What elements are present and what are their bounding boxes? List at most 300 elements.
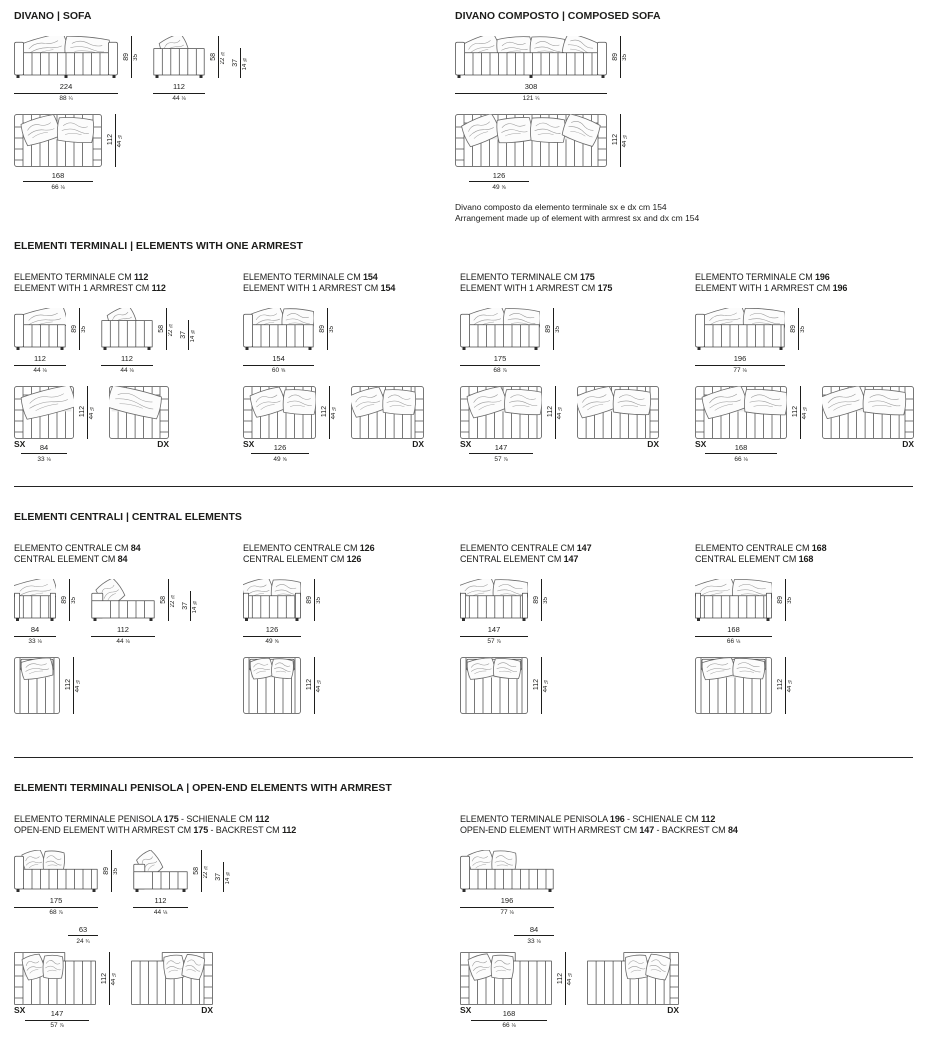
diagram-front [14,308,87,376]
diagram-row [695,308,914,376]
drawing-and-vdims [101,308,196,350]
dim-line [201,850,202,892]
diagram-row [14,657,243,714]
dim-inch-value: 14 ⅝ [192,598,198,614]
diagram-row [460,308,695,376]
dim-horizontal [101,355,153,376]
topC-drawing [14,657,60,714]
spec-column [460,537,695,724]
dim-vertical [533,579,549,621]
dim-cm-value: 112 [121,354,133,363]
dim-inch-value: 35 [133,53,139,61]
dim-line [243,365,314,366]
dim-cm-value: 89 [103,867,110,875]
drawing-and-vdims [14,579,77,621]
dim-cm-value: 126 [492,170,506,180]
heading-line: CENTRAL ELEMENT CM 168 [695,554,814,564]
heading-line: CENTRAL ELEMENT CM 126 [243,554,362,564]
dim-cm-value: 112 [321,406,328,418]
dim-inch-value: 14 ⅝ [225,869,231,885]
dim-line [469,181,529,182]
dim-line [240,48,241,78]
dim-line [73,657,74,714]
vertical-dims [790,308,806,350]
dim-inch-value: 57 ⅞ [50,1022,64,1029]
element-heading [695,543,913,565]
diagram-row [243,657,460,714]
topC-drawing [460,657,528,714]
drawing-and-vdims [577,386,659,449]
dim-cm-value: 37 [182,602,189,610]
dim-horizontal [21,444,67,465]
diagram-topC [695,657,793,714]
dim-cm-value: 126 [273,442,287,452]
top-drawing [460,386,542,439]
vertical-dims [160,579,198,621]
dim-horizontal [705,444,777,465]
dim-inch-value: 44 ⅛ [316,677,322,693]
vertical-dims [306,579,322,621]
dim-inch-value: 66 ⅛ [726,638,741,645]
dim-inch-value: 77 ⅛ [733,367,747,374]
dim-inch-value: 22 ⅞ [168,321,174,337]
front-drawing [460,579,528,621]
dim-cm-value: 89 [319,325,326,333]
vertical-dims [101,952,117,1005]
dim-cm-value: 175 [493,354,507,363]
diagram-front [14,36,139,104]
dim-cm-value: 63 [78,924,88,934]
top-drawing [14,114,102,167]
dim-cm-value: 308 [524,82,538,91]
dim-inch-value: 35 [316,596,322,604]
dim-cm-value: 112 [117,625,129,634]
drawing-and-vdims [14,308,87,350]
diagram-top [14,386,95,465]
vertical-dims [545,308,561,350]
diagram-side [101,308,196,376]
dim-vertical [215,862,231,892]
composto-diagrams [455,36,913,192]
dim-inch-value: 35 [622,53,628,61]
heading-line: ELEMENT WITH 1 ARMREST CM 175 [460,283,613,293]
dim-horizontal [471,1010,547,1031]
front-drawing [695,579,772,621]
dim-horizontal [243,355,314,376]
dim-line [541,579,542,621]
dim-cm-value: 58 [158,325,165,333]
orientation-label-sx: SX [460,1005,472,1015]
dim-horizontal [460,355,540,376]
element-heading [460,272,695,294]
dim-line [251,453,309,454]
drawing-and-vdims [460,308,561,350]
orientation-label-sx: SX [460,438,472,449]
dim-cm-value: 112 [533,679,540,691]
vertical-dims [306,657,322,714]
dim-inch-value: 44 ⅛ [172,95,186,102]
frontP-drawing [14,850,98,892]
element-heading [14,272,243,294]
spec-column [14,266,243,474]
dim-cm-value: 89 [545,325,552,333]
dim-line [14,907,98,908]
dim-vertical [792,386,808,439]
drawing-and-vdims [14,36,139,78]
dim-cm-value: 89 [123,53,130,61]
orientation-label-dx: DX [667,1005,679,1015]
dim-cm-value: 196 [733,354,747,363]
diagram-topL [14,952,117,1031]
dim-inch-value: 44 ⅛ [567,971,573,986]
diagram-front [695,308,806,376]
diagram-top [14,114,123,193]
heading-line: ELEMENTO CENTRALE CM 84 [14,543,141,553]
dim-inch-value: 57 ⅞ [487,638,501,645]
dim-cm-value: 168 [727,625,740,634]
dim-line [460,636,528,637]
dim-line [23,181,93,182]
section-title-composto: DIVANO COMPOSTO | COMPOSED SOFA [455,10,661,22]
dim-inch-value: 44 ⅛ [116,638,130,645]
vertical-dims [612,114,628,167]
drawing-and-vdims [131,952,213,1015]
dim-inch-value: 49 ⅝ [492,183,506,191]
diagram-side [153,36,248,104]
orientation-label-dx: DX [157,438,169,449]
dim-cm-value: 126 [265,625,279,634]
diagram-row [14,579,243,647]
dim-line [695,636,772,637]
dim-inch-value: 44 ⅛ [802,404,808,420]
dim-line [705,453,777,454]
dim-horizontal [460,897,554,918]
heading-line: ELEMENTO CENTRALE CM 168 [695,543,827,553]
dim-line [314,657,315,714]
dim-horizontal [514,926,554,947]
dim-inch-value: 35 [71,596,77,604]
dim-cm-value: 89 [533,596,540,604]
dim-line [620,114,621,167]
heading-line: ELEMENTO TERMINALE CM 196 [695,272,830,282]
diagram-row [243,386,460,465]
drawing-and-vdims [243,657,322,714]
dim-inch-value: 121 ¼ [522,95,540,102]
dim-inch-value: 49 ⅝ [273,455,287,463]
dim-inch-value: 44 ⅛ [543,677,549,693]
drawing-and-vdims [153,36,248,78]
dim-cm-value: 84 [30,625,40,634]
dim-cm-value: 224 [59,82,73,91]
diagram-top [109,386,169,449]
dim-inch-value: 66 ⅛ [51,183,65,191]
caption-line-italian: Divano composto da elemento terminale sx e dx cm 154 [455,202,667,212]
dim-line [87,386,88,439]
dim-vertical [103,850,119,892]
divano-diagrams [14,36,455,192]
dim-inch-value: 77 ⅛ [500,909,514,916]
dim-line [101,365,153,366]
heading-line: OPEN-END ELEMENT WITH ARMREST CM 147 - BACKREST CM 84 [460,825,738,835]
dim-cm-value: 58 [210,53,217,61]
vertical-dims [103,850,119,892]
dim-vertical [319,308,335,350]
dim-vertical [557,952,573,1005]
dim-line [460,365,540,366]
dim-vertical [193,850,209,892]
dim-horizontal [469,172,529,193]
drawing-and-vdims [109,386,169,449]
diagram-topL [460,952,573,1031]
vertical-dims [158,308,196,350]
dim-vertical [547,386,563,439]
dim-cm-value: 112 [107,134,114,146]
diagram-row [460,657,695,714]
dim-inch-value: 57 ⅞ [494,455,508,463]
diagram-top [577,386,659,449]
dim-line [555,386,556,439]
diagram-frontP [14,850,119,918]
orientation-label-dx: DX [201,1005,213,1015]
vertical-dims [547,386,563,439]
dim-line [69,579,70,621]
dim-line [115,114,116,167]
dim-vertical [123,36,139,78]
dim-inch-value: 66 ⅛ [734,455,748,463]
vertical-dims [79,386,95,439]
dim-line [565,952,566,1005]
orientation-label-dx: DX [647,438,659,449]
dim-vertical [306,579,322,621]
diagram-front [460,579,549,647]
drawing-and-vdims [91,579,198,621]
dim-line [166,308,167,350]
topL-drawing [14,952,96,1005]
section-composed-sofa [455,10,913,240]
dim-cm-value: 112 [306,679,313,691]
heading-line: ELEMENT WITH 1 ARMREST CM 154 [243,283,396,293]
frontP-drawing [460,850,554,892]
dim-line [798,308,799,350]
spec-column [14,36,455,192]
drawing-and-vdims [133,850,231,892]
dim-vertical [612,114,628,167]
dim-vertical [180,320,196,350]
dim-inch-value: 14 ⅝ [190,327,196,343]
dim-inch-value: 33 ⅛ [527,937,541,945]
dim-horizontal [14,83,118,104]
dim-vertical [545,308,561,350]
diagram-row [455,36,913,104]
dim-cm-value: 112 [34,354,46,363]
dim-cm-value: 147 [50,1009,64,1018]
top-drawing [351,386,424,439]
dim-inch-value: 22 ⅞ [220,49,226,65]
dim-line [79,308,80,350]
section-terminal-elements [14,240,913,474]
dim-horizontal [133,897,188,918]
diagram-front [243,579,322,647]
dim-cm-value: 89 [306,596,313,604]
element-heading [460,814,913,836]
front-drawing [14,579,56,621]
dim-cm-value: 147 [494,442,508,452]
dim-line [455,93,607,94]
dim-horizontal [68,926,98,947]
vertical-dims [533,579,549,621]
vertical-dims [61,579,77,621]
section-title-divano: DIVANO | SOFA [14,10,92,22]
diagram-row [460,850,913,918]
dim-inch-value: 33 ⅛ [28,638,42,645]
drawing-and-vdims [460,579,549,621]
dim-inch-value: 22 ⅞ [170,592,176,608]
diagram-top [695,386,808,465]
dim-vertical [777,657,793,714]
dim-inch-value: 35 [800,325,806,333]
dim-cm-value: 58 [160,596,167,604]
dim-row [460,926,913,947]
dim-inch-value: 35 [555,325,561,333]
dim-line [327,308,328,350]
vertical-dims [612,36,628,78]
dim-vertical [533,657,549,714]
dim-line [190,591,191,621]
spec-column [460,266,695,474]
dim-cm-value: 196 [500,896,514,905]
topL-drawing [587,952,679,1005]
front-drawing [243,308,314,350]
spec-column [14,808,460,1041]
orientation-label-sx: SX [14,438,26,449]
dim-cm-value: 89 [61,596,68,604]
heading-line: ELEMENTO TERMINALE CM 112 [14,272,149,282]
front-drawing [695,308,785,350]
dim-vertical [232,48,248,78]
section-central-elements [14,511,913,745]
spec-column [695,537,913,724]
dim-line [131,36,132,78]
dim-line [460,907,554,908]
vertical-dims [193,850,231,892]
dim-horizontal [243,626,301,647]
orientation-label-sx: SX [14,1005,26,1015]
heading-line: CENTRAL ELEMENT CM 84 [14,554,128,564]
dim-inch-value: 44 ⅛ [75,677,81,693]
dim-inch-value: 44 ⅛ [787,677,793,693]
diagram-row [14,850,460,918]
vertical-dims [123,36,139,78]
section-open-end-elements [14,782,913,1041]
diagram-frontP [460,850,554,918]
topL-drawing [460,952,552,1005]
diagram-front [455,36,628,104]
dim-inch-value: 35 [787,596,793,604]
dim-cm-value: 112 [557,972,564,985]
diagram-top [243,386,337,465]
dim-line [514,935,554,936]
dim-line [800,386,801,439]
dim-inch-value: 33 ⅛ [37,455,51,463]
dim-inch-value: 44 ⅛ [120,367,134,374]
dim-inch-value: 68 ⅞ [49,909,63,916]
diagram-topC [460,657,549,714]
dim-cm-value: 112 [547,406,554,418]
dim-horizontal [14,626,56,647]
dim-inch-value: 66 ⅛ [502,1022,516,1029]
dim-cm-value: 168 [734,442,748,452]
dim-inch-value: 24 ¾ [76,937,90,945]
element-heading [695,272,914,294]
diagram-front [243,308,335,376]
dim-cm-value: 89 [71,325,78,333]
diagram-row [460,579,695,647]
dim-line [133,907,188,908]
dim-horizontal [25,1010,89,1031]
dim-inch-value: 35 [543,596,549,604]
heading-line: ELEMENT WITH 1 ARMREST CM 112 [14,283,166,293]
side-drawing [101,308,153,350]
dim-line [14,93,118,94]
dim-line [25,1020,89,1021]
dim-cm-value: 112 [101,972,108,985]
dim-horizontal [153,83,205,104]
dim-row [14,926,460,947]
diagram-front [695,579,793,647]
drawing-and-vdims [460,850,554,892]
front-drawing [460,308,540,350]
front-drawing [14,308,66,350]
terminali-diagrams [14,266,913,474]
dim-inch-value: 88 ¼ [59,95,73,102]
dim-horizontal [469,444,533,465]
section-title-penisola: ELEMENTI TERMINALI PENISOLA | OPEN-END ELEMENTS WITH ARMREST [14,782,392,794]
vertical-dims [777,579,793,621]
dim-inch-value: 35 [329,325,335,333]
element-heading [14,814,460,836]
orientation-label-sx: SX [695,438,707,449]
dim-cm-value: 168 [502,1009,516,1018]
dim-cm-value: 84 [39,442,49,452]
vertical-dims [321,386,337,439]
top-drawing [455,114,607,167]
diagram-top [455,114,628,193]
dim-line [188,320,189,350]
dim-vertical [210,36,226,78]
drawing-and-vdims [455,36,628,78]
dim-vertical [160,579,176,621]
drawing-and-vdims [351,386,424,449]
heading-line: ELEMENTO CENTRALE CM 147 [460,543,592,553]
section-divider [14,486,913,487]
diagram-topL [587,952,679,1015]
dim-vertical [158,308,174,350]
diagram-row [14,114,455,193]
dim-horizontal [23,172,93,193]
drawing-and-vdims [14,657,81,714]
dim-line [243,636,301,637]
topC-drawing [243,657,301,714]
dim-line [91,636,155,637]
dim-inch-value: 44 ⅛ [89,404,95,420]
top-drawing [695,386,787,439]
spec-column [460,808,913,1041]
dim-cm-value: 154 [272,354,285,363]
orientation-label-sx: SX [243,438,255,449]
diagram-row [14,308,243,376]
composition-caption [455,202,913,223]
top-drawing [14,386,74,439]
